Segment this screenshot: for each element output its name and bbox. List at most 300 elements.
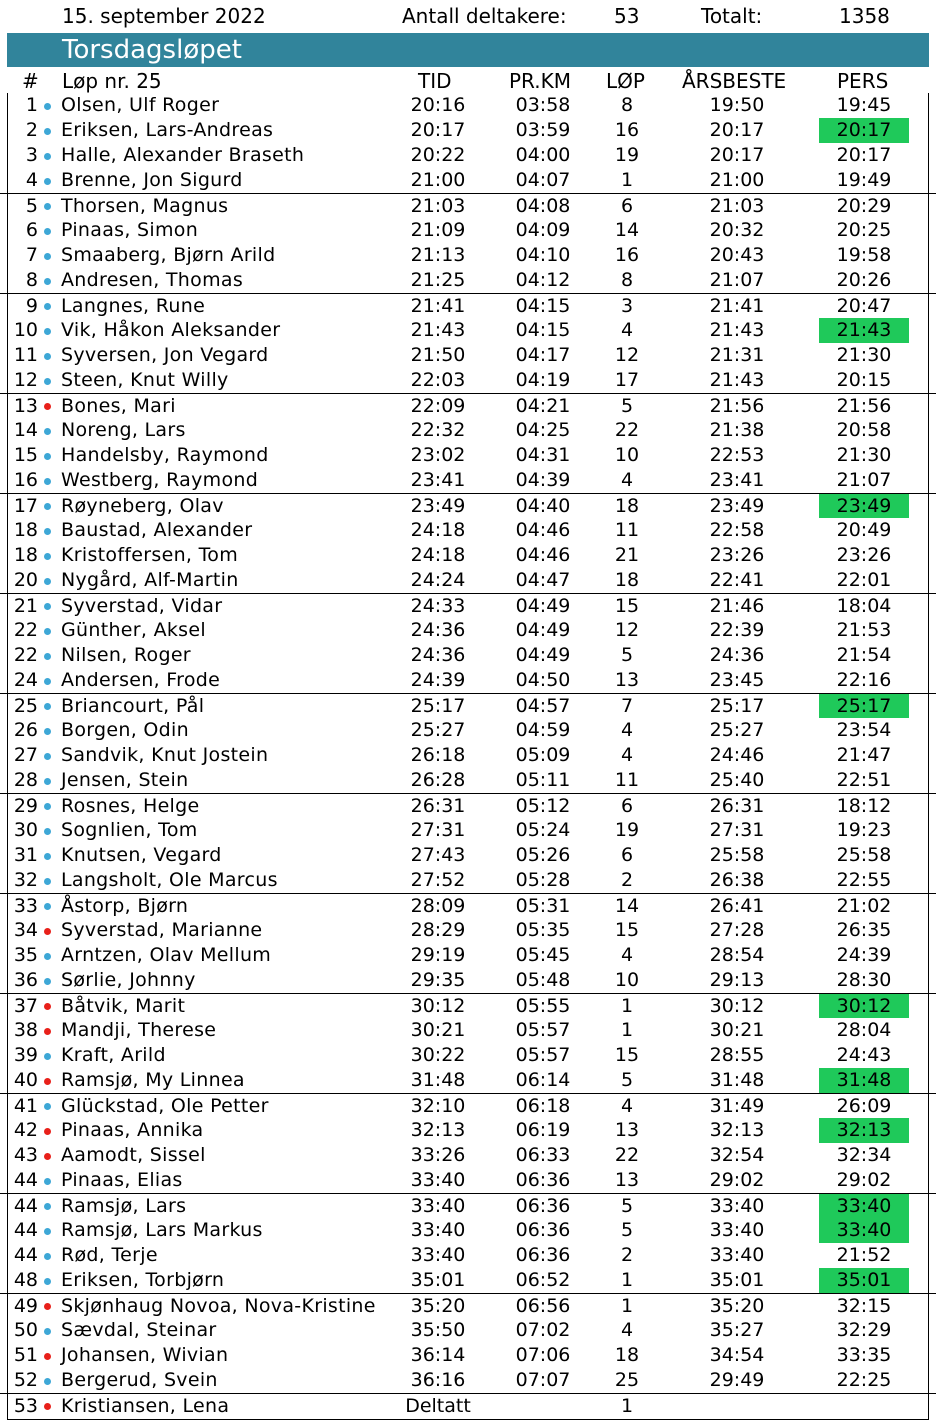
pace-cell: 05:26	[515, 844, 571, 866]
pace-cell: 04:17	[515, 344, 571, 366]
table-row	[0, 193, 936, 218]
pace-cell: 03:58	[515, 94, 571, 116]
table-row	[0, 1293, 936, 1318]
time-cell: 21:00	[410, 169, 466, 191]
races-cell: 21	[614, 544, 640, 566]
rank-cell: 6	[25, 219, 38, 241]
runner-name: Handelsby, Raymond	[61, 444, 269, 466]
time-cell: 21:43	[410, 319, 466, 341]
races-cell: 10	[614, 444, 640, 466]
personal-best-cell: 21:53	[836, 619, 892, 641]
personal-best-cell: 21:52	[836, 1244, 892, 1266]
male-dot-icon	[44, 728, 51, 735]
table-row	[0, 1168, 936, 1193]
time-cell: 20:22	[410, 144, 466, 166]
table-row	[0, 393, 936, 418]
col-header-arsbeste: ÅRSBESTE	[682, 69, 787, 93]
rank-cell: 39	[13, 1044, 38, 1066]
season-best-cell: 19:50	[709, 94, 765, 116]
races-cell: 12	[614, 344, 640, 366]
time-cell: 24:36	[410, 644, 466, 666]
time-cell: 25:17	[410, 695, 466, 717]
season-best-cell: 25:27	[709, 719, 765, 741]
runner-name: Thorsen, Magnus	[61, 195, 229, 217]
runner-name: Olsen, Ulf Roger	[61, 94, 220, 116]
runner-name: Syverstad, Vidar	[61, 595, 223, 617]
pace-cell: 07:06	[515, 1344, 571, 1366]
male-dot-icon	[44, 703, 51, 710]
personal-best-cell: 29:02	[836, 1169, 892, 1191]
runner-name: Baustad, Alexander	[61, 519, 253, 541]
time-cell: 36:14	[410, 1344, 466, 1366]
races-cell: 22	[614, 419, 640, 441]
rank-cell: 1	[25, 94, 38, 116]
col-header-prkm: PR.KM	[509, 69, 571, 93]
time-cell: 32:10	[410, 1095, 466, 1117]
pace-cell: 04:10	[515, 244, 571, 266]
races-cell: 6	[620, 195, 634, 217]
personal-best-cell: 18:04	[836, 595, 892, 617]
season-best-cell: 24:36	[709, 644, 765, 666]
season-best-cell: 35:01	[709, 1269, 765, 1291]
season-best-cell: 32:13	[709, 1119, 765, 1141]
table-row	[0, 593, 936, 618]
races-cell: 4	[620, 744, 634, 766]
time-cell: 21:03	[410, 195, 466, 217]
season-best-cell: 32:54	[709, 1144, 765, 1166]
pace-cell: 05:48	[515, 969, 571, 991]
pace-cell: 05:45	[515, 944, 571, 966]
races-cell: 4	[620, 944, 634, 966]
season-best-cell: 21:46	[709, 595, 765, 617]
season-best-cell: 21:31	[709, 344, 765, 366]
pace-cell: 04:57	[515, 695, 571, 717]
personal-best-cell: 21:30	[836, 344, 892, 366]
male-dot-icon	[44, 503, 51, 510]
season-best-cell: 26:41	[709, 895, 765, 917]
pace-cell: 04:31	[515, 444, 571, 466]
pace-cell: 06:36	[515, 1219, 571, 1241]
male-dot-icon	[44, 828, 51, 835]
personal-best-cell: 19:58	[836, 244, 892, 266]
results-table	[0, 93, 936, 1418]
rank-cell: 35	[13, 944, 38, 966]
runner-name: Pinaas, Elias	[61, 1169, 183, 1191]
rank-cell: 33	[13, 895, 38, 917]
rank-cell: 26	[13, 719, 38, 741]
table-row	[0, 743, 936, 768]
rank-cell: 24	[13, 669, 38, 691]
time-cell: 22:09	[410, 395, 466, 417]
personal-best-cell: 21:47	[836, 744, 892, 766]
pace-cell: 04:39	[515, 469, 571, 491]
runner-name: Pinaas, Simon	[61, 219, 199, 241]
male-dot-icon	[44, 603, 51, 610]
races-cell: 1	[620, 1269, 634, 1291]
personal-best-cell: 20:25	[836, 219, 892, 241]
pace-cell: 04:00	[515, 144, 571, 166]
runner-name: Sandvik, Knut Jostein	[61, 744, 269, 766]
season-best-cell: 23:26	[709, 544, 765, 566]
male-dot-icon	[44, 353, 51, 360]
season-best-cell: 29:13	[709, 969, 765, 991]
races-cell: 4	[620, 1095, 634, 1117]
total-label: Totalt:	[701, 4, 763, 28]
season-best-cell: 21:00	[709, 169, 765, 191]
time-cell: 21:41	[410, 295, 466, 317]
runner-name: Kristiansen, Lena	[61, 1395, 230, 1417]
runner-name: Nygård, Alf-Martin	[61, 569, 239, 591]
races-cell: 25	[614, 1369, 640, 1391]
season-best-cell: 35:20	[709, 1295, 765, 1317]
time-cell: 29:19	[410, 944, 466, 966]
table-row	[0, 368, 936, 393]
personal-best-cell: 32:34	[836, 1144, 892, 1166]
time-cell: 33:40	[410, 1169, 466, 1191]
male-dot-icon	[44, 1378, 51, 1385]
races-cell: 4	[620, 719, 634, 741]
season-best-cell: 21:38	[709, 419, 765, 441]
table-row	[0, 1368, 936, 1393]
table-row	[0, 943, 936, 968]
table-row	[0, 968, 936, 993]
table-row	[0, 893, 936, 918]
time-cell: 27:31	[410, 819, 466, 841]
table-row	[0, 518, 936, 543]
male-dot-icon	[44, 1178, 51, 1185]
pace-cell: 04:46	[515, 544, 571, 566]
participants-count: 53	[614, 4, 640, 28]
pace-cell: 06:14	[515, 1069, 571, 1091]
personal-best-cell-highlighted: 31:48	[819, 1068, 909, 1093]
runner-name: Syverstad, Marianne	[61, 919, 263, 941]
time-cell: 21:13	[410, 244, 466, 266]
personal-best-cell: 21:07	[836, 469, 892, 491]
rank-cell: 30	[13, 819, 38, 841]
rank-cell: 50	[13, 1319, 38, 1341]
season-best-cell: 33:40	[709, 1195, 765, 1217]
personal-best-cell-highlighted: 20:17	[819, 118, 909, 143]
table-row	[0, 1393, 936, 1418]
rank-cell: 14	[13, 419, 38, 441]
rank-cell: 17	[13, 495, 38, 517]
pace-cell: 06:36	[515, 1195, 571, 1217]
races-cell: 15	[614, 595, 640, 617]
male-dot-icon	[44, 328, 51, 335]
personal-best-cell: 32:29	[836, 1319, 892, 1341]
time-cell: 25:27	[410, 719, 466, 741]
table-row	[0, 818, 936, 843]
rank-cell: 13	[13, 395, 38, 417]
table-row	[0, 1143, 936, 1168]
female-dot-icon	[44, 1403, 51, 1410]
season-best-cell: 26:31	[709, 795, 765, 817]
season-best-cell: 25:58	[709, 844, 765, 866]
table-row	[0, 468, 936, 493]
pace-cell: 06:33	[515, 1144, 571, 1166]
male-dot-icon	[44, 903, 51, 910]
runner-name: Langnes, Rune	[61, 295, 206, 317]
pace-cell: 04:12	[515, 269, 571, 291]
rank-cell: 27	[13, 744, 38, 766]
races-cell: 15	[614, 1044, 640, 1066]
rank-cell: 38	[13, 1019, 38, 1041]
personal-best-cell: 21:54	[836, 644, 892, 666]
rank-cell: 44	[13, 1195, 38, 1217]
male-dot-icon	[44, 478, 51, 485]
runner-name: Kristoffersen, Tom	[61, 544, 239, 566]
male-dot-icon	[44, 553, 51, 560]
personal-best-cell: 32:15	[836, 1295, 892, 1317]
races-cell: 4	[620, 469, 634, 491]
season-best-cell: 27:31	[709, 819, 765, 841]
personal-best-cell: 24:43	[836, 1044, 892, 1066]
time-cell: 20:17	[410, 119, 466, 141]
season-best-cell: 28:55	[709, 1044, 765, 1066]
table-row	[0, 93, 936, 118]
rank-cell: 42	[13, 1119, 38, 1141]
runner-name: Bergerud, Svein	[61, 1369, 218, 1391]
col-header-tid: TID	[418, 69, 452, 93]
personal-best-cell: 20:49	[836, 519, 892, 541]
personal-best-cell-highlighted: 33:40	[819, 1194, 909, 1218]
races-cell: 5	[620, 1195, 634, 1217]
pace-cell: 06:36	[515, 1244, 571, 1266]
races-cell: 6	[620, 844, 634, 866]
table-row	[0, 1343, 936, 1368]
time-cell: 33:40	[410, 1195, 466, 1217]
time-cell: 32:13	[410, 1119, 466, 1141]
male-dot-icon	[44, 753, 51, 760]
table-row	[0, 143, 936, 168]
female-dot-icon	[44, 1353, 51, 1360]
time-cell: 22:32	[410, 419, 466, 441]
personal-best-cell: 22:01	[836, 569, 892, 591]
runner-name: Rød, Terje	[61, 1244, 158, 1266]
races-cell: 19	[614, 819, 640, 841]
time-cell: 23:02	[410, 444, 466, 466]
runner-name: Westberg, Raymond	[61, 469, 259, 491]
personal-best-cell: 22:16	[836, 669, 892, 691]
rank-cell: 36	[13, 969, 38, 991]
season-best-cell: 20:32	[709, 219, 765, 241]
male-dot-icon	[44, 1278, 51, 1285]
pace-cell: 05:28	[515, 869, 571, 891]
rank-cell: 21	[13, 595, 38, 617]
season-best-cell: 23:41	[709, 469, 765, 491]
female-dot-icon	[44, 1128, 51, 1135]
male-dot-icon	[44, 853, 51, 860]
rank-cell: 41	[13, 1095, 38, 1117]
pace-cell: 05:09	[515, 744, 571, 766]
races-cell: 16	[614, 119, 640, 141]
pace-cell: 05:57	[515, 1044, 571, 1066]
runner-name: Mandji, Therese	[61, 1019, 217, 1041]
races-cell: 13	[614, 1119, 640, 1141]
page-title: Torsdagsløpet	[62, 35, 242, 65]
table-row	[0, 418, 936, 443]
time-cell: 21:25	[410, 269, 466, 291]
personal-best-cell: 26:35	[836, 919, 892, 941]
pace-cell: 06:56	[515, 1295, 571, 1317]
races-cell: 10	[614, 969, 640, 991]
rank-cell: 22	[13, 644, 38, 666]
male-dot-icon	[44, 128, 51, 135]
male-dot-icon	[44, 578, 51, 585]
rank-cell: 16	[13, 469, 38, 491]
personal-best-cell: 19:23	[836, 819, 892, 841]
total-count: 1358	[839, 4, 890, 28]
report-header	[0, 0, 936, 32]
season-best-cell: 30:21	[709, 1019, 765, 1041]
male-dot-icon	[44, 303, 51, 310]
time-cell: 33:40	[410, 1244, 466, 1266]
col-header-rank: #	[22, 69, 39, 93]
races-cell: 8	[620, 94, 634, 116]
rank-cell: 44	[13, 1219, 38, 1241]
male-dot-icon	[44, 778, 51, 785]
races-cell: 2	[620, 869, 634, 891]
runner-name: Andersen, Frode	[61, 669, 221, 691]
male-dot-icon	[44, 878, 51, 885]
races-cell: 6	[620, 795, 634, 817]
runner-name: Sørlie, Johnny	[61, 969, 196, 991]
races-cell: 13	[614, 1169, 640, 1191]
races-cell: 1	[620, 995, 634, 1017]
runner-name: Steen, Knut Willy	[61, 369, 229, 391]
personal-best-cell: 24:39	[836, 944, 892, 966]
races-cell: 1	[620, 1295, 634, 1317]
pace-cell: 04:49	[515, 595, 571, 617]
season-best-cell: 33:40	[709, 1219, 765, 1241]
rank-cell: 31	[13, 844, 38, 866]
pace-cell: 04:15	[515, 319, 571, 341]
time-cell: 23:41	[410, 469, 466, 491]
time-cell: 24:36	[410, 619, 466, 641]
season-best-cell: 27:28	[709, 919, 765, 941]
personal-best-cell-highlighted: 32:13	[819, 1118, 909, 1143]
pace-cell: 06:19	[515, 1119, 571, 1141]
runner-name: Arntzen, Olav Mellum	[61, 944, 272, 966]
table-row	[0, 868, 936, 893]
personal-best-cell: 22:51	[836, 769, 892, 791]
races-cell: 14	[614, 219, 640, 241]
races-cell: 4	[620, 1319, 634, 1341]
runner-name: Langsholt, Ole Marcus	[61, 869, 278, 891]
male-dot-icon	[44, 253, 51, 260]
time-cell: 21:50	[410, 344, 466, 366]
season-best-cell: 23:45	[709, 669, 765, 691]
rank-cell: 34	[13, 919, 38, 941]
male-dot-icon	[44, 803, 51, 810]
runner-name: Eriksen, Torbjørn	[61, 1269, 225, 1291]
table-row	[0, 1018, 936, 1043]
time-cell: 36:16	[410, 1369, 466, 1391]
season-best-cell: 29:49	[709, 1369, 765, 1391]
season-best-cell: 20:17	[709, 119, 765, 141]
personal-best-cell	[819, 1394, 909, 1419]
season-best-cell: 31:48	[709, 1069, 765, 1091]
season-best-cell: 31:49	[709, 1095, 765, 1117]
runner-name: Eriksen, Lars-Andreas	[61, 119, 274, 141]
races-cell: 11	[614, 769, 640, 791]
season-best-cell: 30:12	[709, 995, 765, 1017]
rank-cell: 52	[13, 1369, 38, 1391]
pace-cell: 04:49	[515, 619, 571, 641]
runner-name: Sognlien, Tom	[61, 819, 198, 841]
personal-best-cell: 21:02	[836, 895, 892, 917]
time-cell: 30:22	[410, 1044, 466, 1066]
races-cell: 12	[614, 619, 640, 641]
personal-best-cell: 23:54	[836, 719, 892, 741]
rank-cell: 5	[25, 195, 38, 217]
races-cell: 1	[620, 1395, 634, 1417]
runner-name: Syversen, Jon Vegard	[61, 344, 269, 366]
rank-cell: 37	[13, 995, 38, 1017]
table-row	[0, 1268, 936, 1293]
pace-cell: 04:19	[515, 369, 571, 391]
personal-best-cell: 19:49	[836, 169, 892, 191]
season-best-cell: 22:58	[709, 519, 765, 541]
rank-cell: 28	[13, 769, 38, 791]
male-dot-icon	[44, 378, 51, 385]
races-cell: 3	[620, 295, 634, 317]
table-row	[0, 1068, 936, 1093]
participants-label: Antall deltakere:	[402, 4, 567, 28]
pace-cell: 04:47	[515, 569, 571, 591]
runner-name: Båtvik, Marit	[61, 995, 186, 1017]
races-cell: 16	[614, 244, 640, 266]
column-header-row	[0, 67, 936, 93]
pace-cell: 03:59	[515, 119, 571, 141]
pace-cell: 04:07	[515, 169, 571, 191]
pace-cell: 05:31	[515, 895, 571, 917]
table-row	[0, 1043, 936, 1068]
table-row	[0, 618, 936, 643]
table-row	[0, 993, 936, 1018]
pace-cell: 04:09	[515, 219, 571, 241]
rank-cell: 29	[13, 795, 38, 817]
races-cell: 2	[620, 1244, 634, 1266]
table-row	[0, 343, 936, 368]
table-row	[0, 268, 936, 293]
personal-best-cell: 25:58	[836, 844, 892, 866]
season-best-cell: 21:07	[709, 269, 765, 291]
pace-cell: 04:25	[515, 419, 571, 441]
personal-best-cell: 21:30	[836, 444, 892, 466]
personal-best-cell-highlighted: 33:40	[819, 1218, 909, 1243]
male-dot-icon	[44, 628, 51, 635]
time-cell: 24:39	[410, 669, 466, 691]
rank-cell: 10	[13, 319, 38, 341]
runner-name: Johansen, Wivian	[61, 1344, 229, 1366]
races-cell: 5	[620, 644, 634, 666]
races-cell: 22	[614, 1144, 640, 1166]
time-cell: 23:49	[410, 495, 466, 517]
season-best-cell: 33:40	[709, 1244, 765, 1266]
table-row	[0, 1243, 936, 1268]
male-dot-icon	[44, 153, 51, 160]
rank-cell: 32	[13, 869, 38, 891]
races-cell: 18	[614, 1344, 640, 1366]
table-row	[0, 218, 936, 243]
table-row	[0, 768, 936, 793]
races-cell: 11	[614, 519, 640, 541]
rank-cell: 7	[25, 244, 38, 266]
male-dot-icon	[44, 103, 51, 110]
table-row	[0, 668, 936, 693]
runner-name: Briancourt, Pål	[61, 695, 205, 717]
